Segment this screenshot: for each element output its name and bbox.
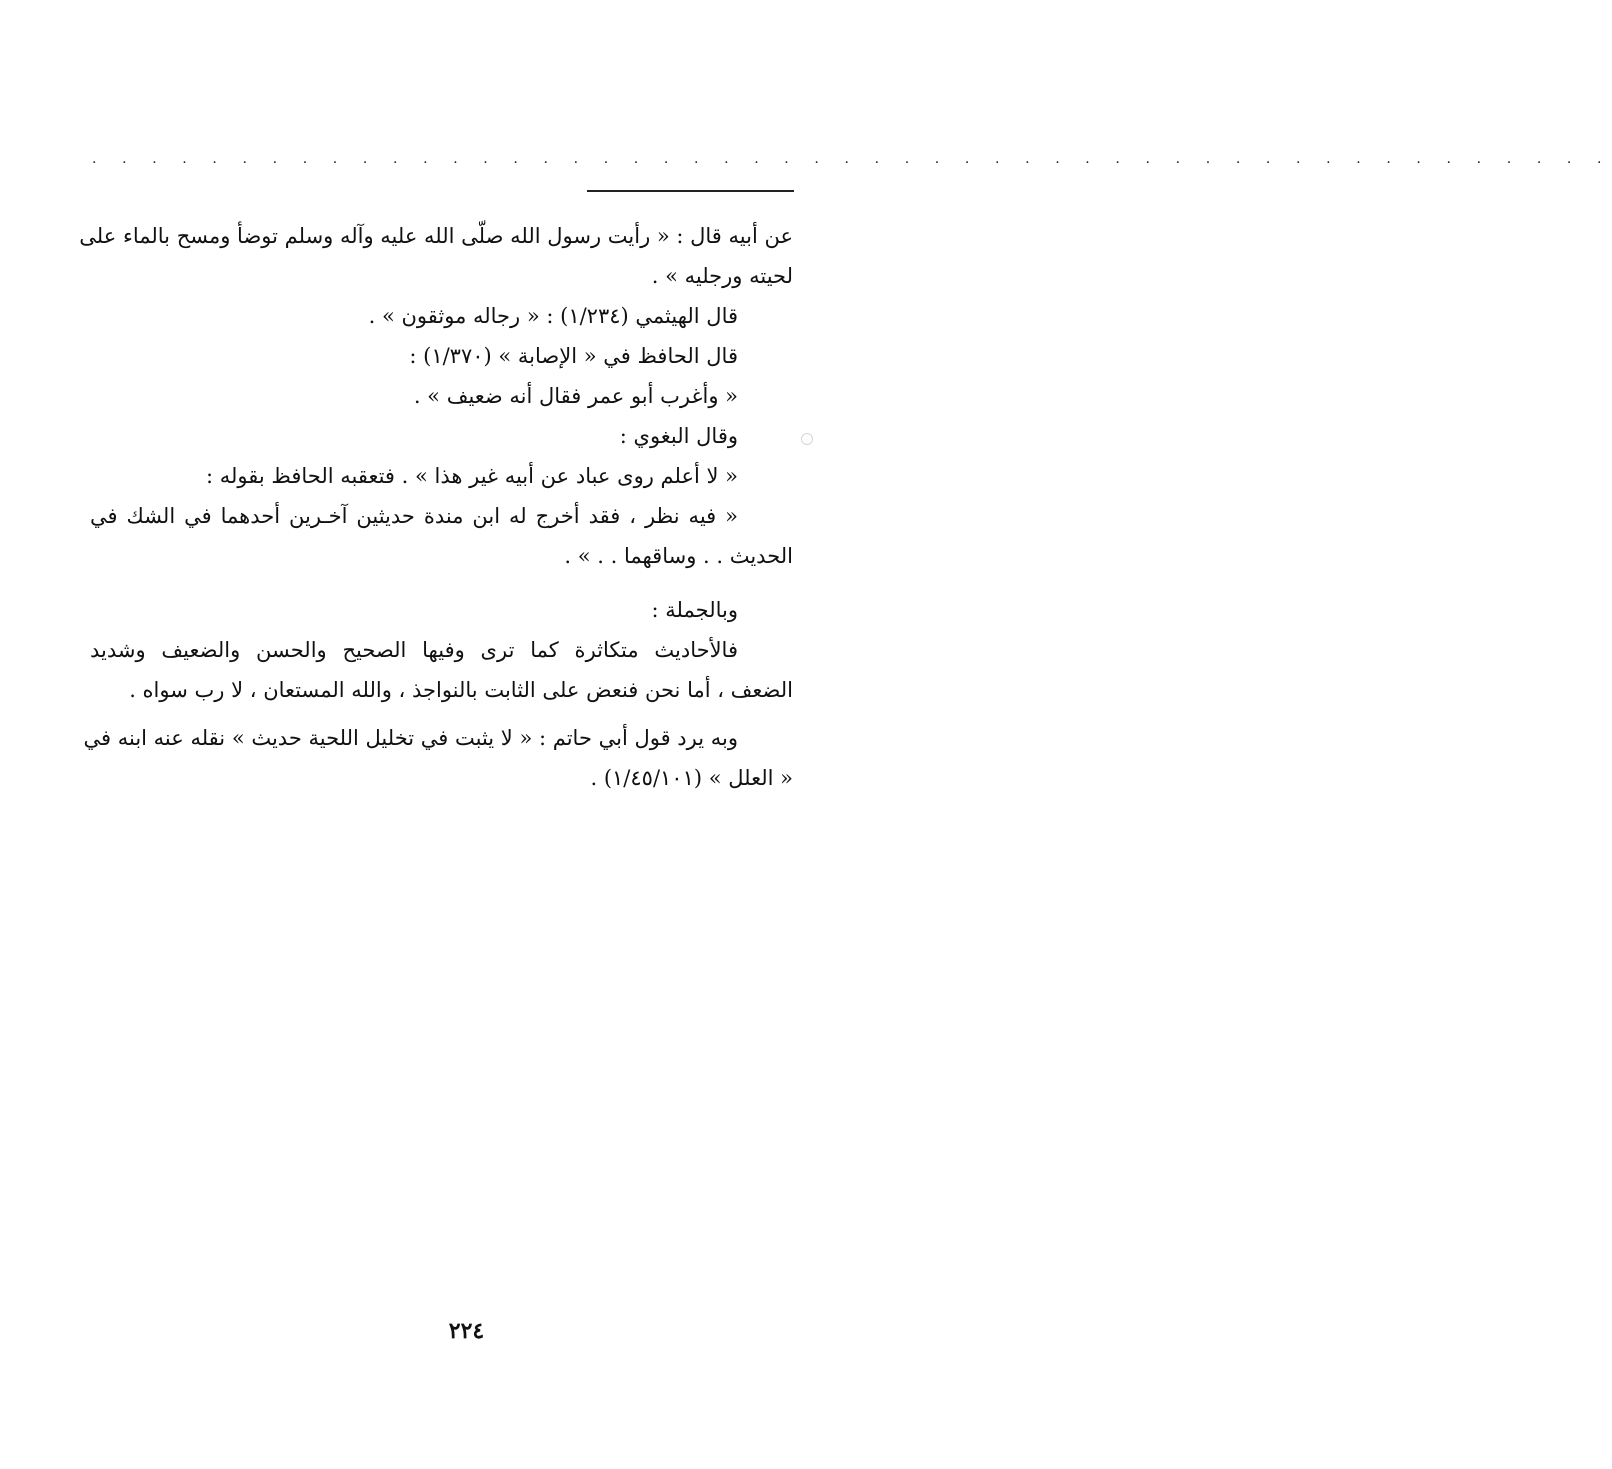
text-line: « وأغرب أبو عمر فقال أنه ضعيف » . <box>413 384 738 408</box>
text-line: « فيه نظر ، فقد أخرج له ابن مندة حديثين آخـرين أحدهما في الشك في <box>90 504 738 528</box>
text-line: لحيته ورجليه » . <box>651 264 793 288</box>
text-line: وقال البغوي : <box>619 424 738 448</box>
page-number: ٢٢٤ <box>448 1318 485 1344</box>
footnote-text <box>79 216 793 798</box>
text-line: « لا أعلم روى عباد عن أبيه غير هذا » . فتعقبه الحافظ بقوله : <box>206 464 738 488</box>
text-line: فالأحاديث متكاثرة كما ترى وفيها الصحيح والحسن والضعيف وشديد <box>90 638 738 662</box>
section-heading: وبالجملة : <box>651 598 738 622</box>
dotted-separator: . . . . . . . . . . . . . . . . . . . . . . . . . . . . . . . . . . . . . . . . . . . . . . . . . . . <box>92 151 1612 167</box>
text-line: قال الحافظ في « الإصابة » (١/٣٧٠) : <box>409 344 738 368</box>
text-line: الحديث . . وساقهما . . » . <box>564 544 793 568</box>
text-line: قال الهيثمي (١/٢٣٤) : « رجاله موثقون » . <box>368 304 738 328</box>
footnote-rule <box>587 190 794 192</box>
text-line: عن أبيه قال : « رأيت رسول الله صلّى الله عليه وآله وسلم توضأ ومسح بالماء على <box>79 224 793 248</box>
text-line: « العلل » (١/٤٥/١٠١) . <box>590 766 793 790</box>
scan-speck <box>801 433 813 445</box>
text-line: الضعف ، أما نحن فنعض على الثابت بالنواجذ ، والله المستعان ، لا رب سواه . <box>129 678 793 702</box>
text-line: وبه يرد قول أبي حاتم : « لا يثبت في تخليل اللحية حديث » نقله عنه ابنه في <box>83 726 738 750</box>
